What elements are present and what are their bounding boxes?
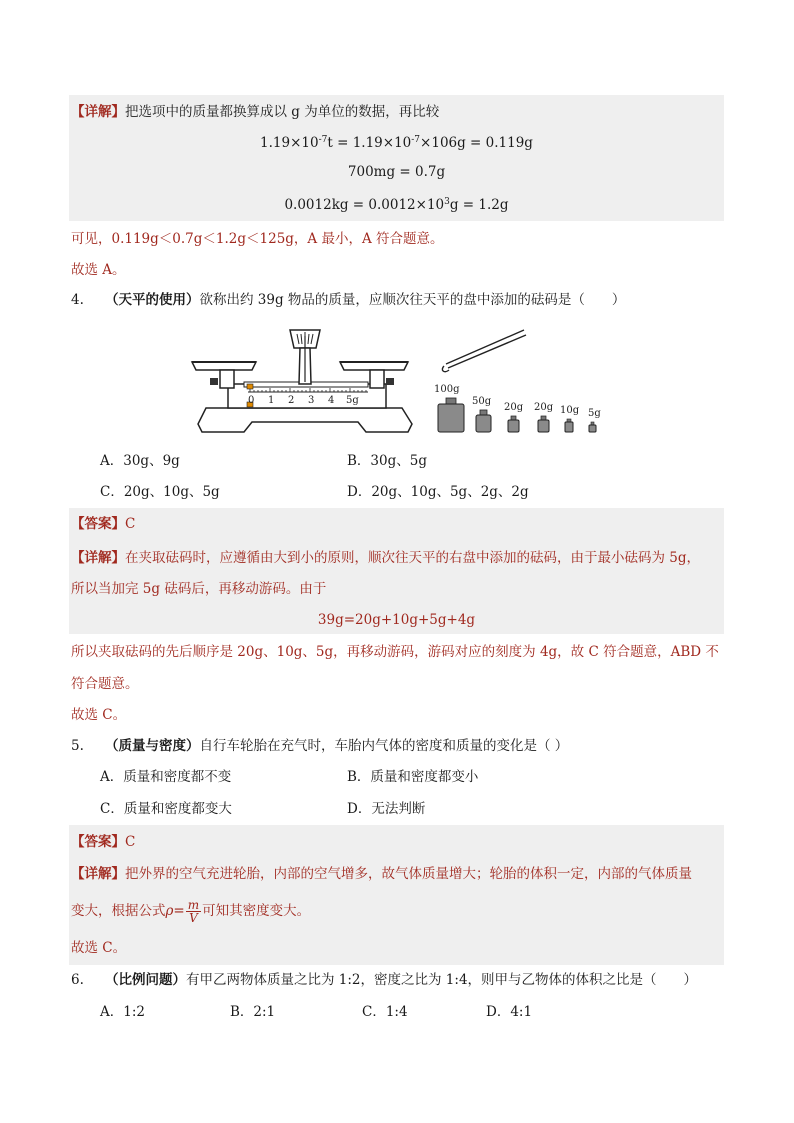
weight-100g (438, 404, 464, 432)
rider (247, 384, 253, 389)
question-topic: （质量与密度） (105, 738, 200, 754)
q3-conclusion: 可见，0.119g＜0.7g＜1.2g＜125g，A 最小，A 符合题意。 (71, 231, 444, 247)
detail-tag: 【详解】 (71, 866, 125, 882)
detail-tag: 【详解】 (71, 550, 125, 566)
question-topic: （比例问题） (105, 972, 186, 988)
q4-answer (71, 514, 135, 534)
q5-answer-block (69, 825, 724, 965)
scale-base (198, 408, 412, 432)
q5-stem (71, 736, 568, 756)
density-formula: ρ= (165, 903, 185, 919)
tick-label: 2 (288, 395, 295, 406)
answer-value: C (125, 834, 136, 850)
balance-scale-figure (190, 322, 420, 436)
q6-option-d[interactable]: D．4:1 (486, 1004, 533, 1020)
q4-equation: 39g=20g+10g+5g+4g (317, 612, 476, 628)
density-fraction: $\frac{m}{V}$ (187, 898, 200, 925)
weight-label: 100g (434, 384, 460, 395)
weight-20g (508, 420, 519, 432)
q4-option-c[interactable]: C．20g、10g、5g (100, 484, 220, 500)
weight-label: 50g (472, 396, 492, 407)
weight-label: 10g (560, 405, 580, 416)
question-number: 6. (71, 972, 84, 988)
weight-5g (589, 425, 596, 432)
question-number: 4. (71, 292, 84, 308)
q4-option-b[interactable]: B．30g、5g (347, 453, 427, 469)
answer-tag: 【答案】 (71, 516, 125, 532)
answer-value: C (125, 516, 136, 532)
q6-option-a[interactable]: A．1:2 (100, 1004, 145, 1020)
detail-tag: 【详解】 (71, 104, 125, 120)
q3-equation-1: $1.19\times 10^{-7}t = 1.19\times 10^{-7}\times 106g = 0.119g$ (260, 135, 533, 151)
right-pan (340, 362, 408, 370)
q4-detail-line-2: 所以当加完 5g 砝码后，再移动游码。由于 (71, 581, 327, 597)
q3-detail-line (71, 102, 439, 122)
q4-after-line-2: 符合题意。 (71, 676, 139, 692)
question-text: 有甲乙两物体质量之比为 1:2，密度之比为 1:4，则甲与乙物体的体积之比是（ ） (186, 972, 698, 988)
q3-equation-3: $0.0012kg = 0.0012\times 10^3g = 1.2g$ (284, 197, 509, 213)
weight-10g (565, 422, 573, 432)
q5-option-a[interactable]: A．质量和密度都不变 (100, 769, 232, 785)
tick-label: 4 (328, 395, 335, 406)
q4-option-a[interactable]: A．30g、9g (100, 453, 180, 469)
weight-label: 20g (504, 402, 524, 413)
q3-equation-2: 700mg = 0.7g (347, 164, 446, 180)
question-text: 自行车轮胎在充气时，车胎内气体的密度和质量的变化是（ ） (199, 738, 569, 754)
q6-option-c[interactable]: C．1:4 (362, 1004, 408, 1020)
q4-option-d[interactable]: D．20g、10g、5g、2g、2g (347, 484, 529, 500)
weight-label: 5g (588, 408, 601, 419)
detail-text: 把选项中的质量都换算成以 g 为单位的数据，再比较 (125, 104, 440, 120)
q4-detail-line-1: 【详解】在夹取砝码时，应遵循由大到小的原则，顺次往天平的右盘中添加的砝码，由于最小砝码为 5g， (71, 550, 701, 566)
weight-label: 20g (534, 402, 554, 413)
question-topic: （天平的使用） (105, 292, 200, 308)
q4-stem (71, 290, 625, 310)
question-number: 5. (71, 738, 84, 754)
q5-final: 故选 C。 (71, 940, 127, 956)
weight-20g (538, 420, 549, 432)
weight-50g (476, 415, 491, 432)
q4-after-line-1: 所以夹取砝码的先后顺序是 20g、10g、5g，再移动游码，游码对应的刻度为 4g，故 C 符合题意，ABD 不 (71, 644, 719, 660)
q5-option-c[interactable]: C．质量和密度都变大 (100, 801, 232, 817)
tweezers-icon (442, 330, 526, 372)
question-text: 欲称出约 39g 物品的质量，应顺次往天平的盘中添加的砝码是（ ） (199, 292, 626, 308)
tick-label: 0 (248, 395, 255, 406)
tick-label: 3 (308, 395, 315, 406)
q5-option-b[interactable]: B．质量和密度都变小 (347, 769, 479, 785)
q5-detail-line-2: 变大，根据公式ρ= $\frac{m}{V}$ 可知其密度变大。 (71, 898, 311, 925)
q3-final: 故选 A。 (71, 262, 126, 278)
q5-option-d[interactable]: D．无法判断 (347, 801, 426, 817)
left-pan (192, 362, 256, 370)
tick-label: 1 (268, 395, 275, 406)
q6-stem (71, 970, 697, 990)
q5-answer (71, 832, 135, 852)
q6-option-b[interactable]: B．2:1 (230, 1004, 276, 1020)
tick-label: 5g (346, 395, 359, 406)
weights-figure (430, 322, 610, 438)
answer-tag: 【答案】 (71, 834, 125, 850)
q5-detail-line-1: 【详解】把外界的空气充进轮胎，内部的空气增多，故气体质量增大；轮胎的体积一定，内部的气体质量 (71, 866, 692, 882)
q4-final: 故选 C。 (71, 707, 127, 723)
